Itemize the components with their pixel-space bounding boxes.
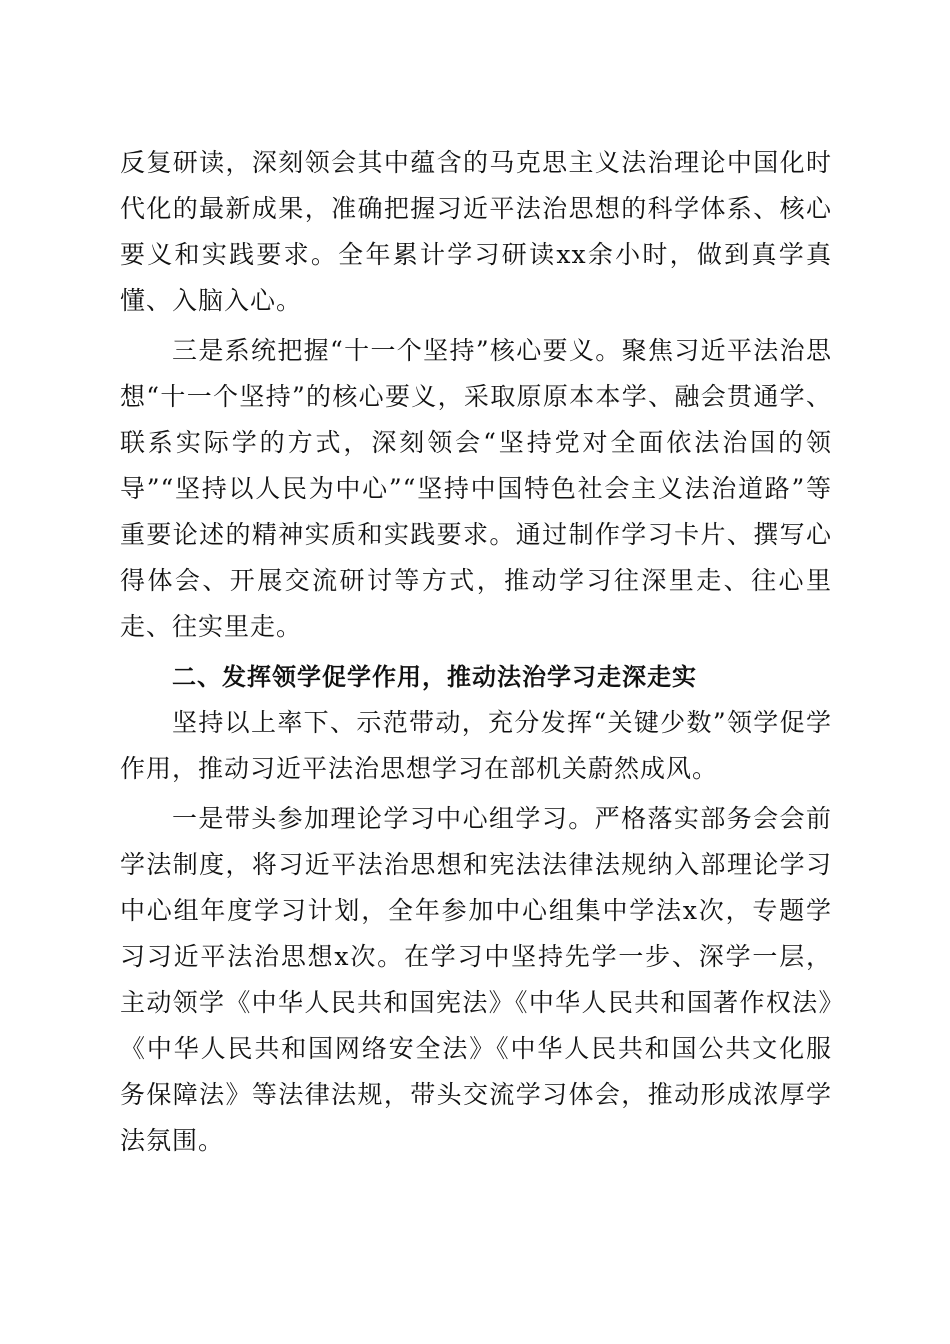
paragraph-lead: 一是带头参加理论学习中心组学习。 (172, 804, 595, 833)
paragraph-text: 聚焦习近平法治思想“十一个坚持”的核心要义，采取原原本本学、融会贯通学、联系实际学的方式，深刻领会“坚持党对全面依法治国的领导”“坚持以人民为中心”“坚持中国特色社会主义法治道路”等重要论述的精神实质和实践要求。通过制作学习卡片、撰写心得体会、开展交流研讨等方式，推动学习往深里走、往心里走、往实里走。 (120, 336, 832, 641)
paragraph-point-one (120, 796, 832, 1164)
paragraph-lead: 三是系统把握“十一个坚持”核心要义。 (172, 336, 622, 365)
section-heading: 二、发挥领学促学作用，推动法治学习走深走实 (172, 663, 697, 691)
paragraph-text: 坚持以上率下、示范带动，充分发挥“关键少数”领学促学作用，推动习近平法治思想学习在部机关蔚然成风。 (120, 708, 832, 783)
paragraph-text: 反复研读，深刻领会其中蕴含的马克思主义法治理论中国化时代化的最新成果，准确把握习近平法治思想的科学体系、核心要义和实践要求。全年累计学习研读xx余小时，做到真学真懂、入脑入心。 (120, 148, 832, 315)
document-body (120, 140, 832, 1164)
paragraph-continuation (120, 140, 832, 324)
paragraph-point-three (120, 328, 832, 650)
paragraph-section-intro (120, 700, 832, 792)
paragraph-text: 严格落实部务会会前学法制度，将习近平法治思想和宪法法律法规纳入部理论学习中心组年度学习计划，全年参加中心组集中学法x次，专题学习习近平法治思想x次。在学习中坚持先学一步、深学一层，主动领学《中华人民共和国宪法》《中华人民共和国著作权法》《中华人民共和国网络安全法》《中华人民共和国公共文化服务保障法》等法律法规，带头交流学习体会，推动形成浓厚学法氛围。 (120, 804, 832, 1155)
